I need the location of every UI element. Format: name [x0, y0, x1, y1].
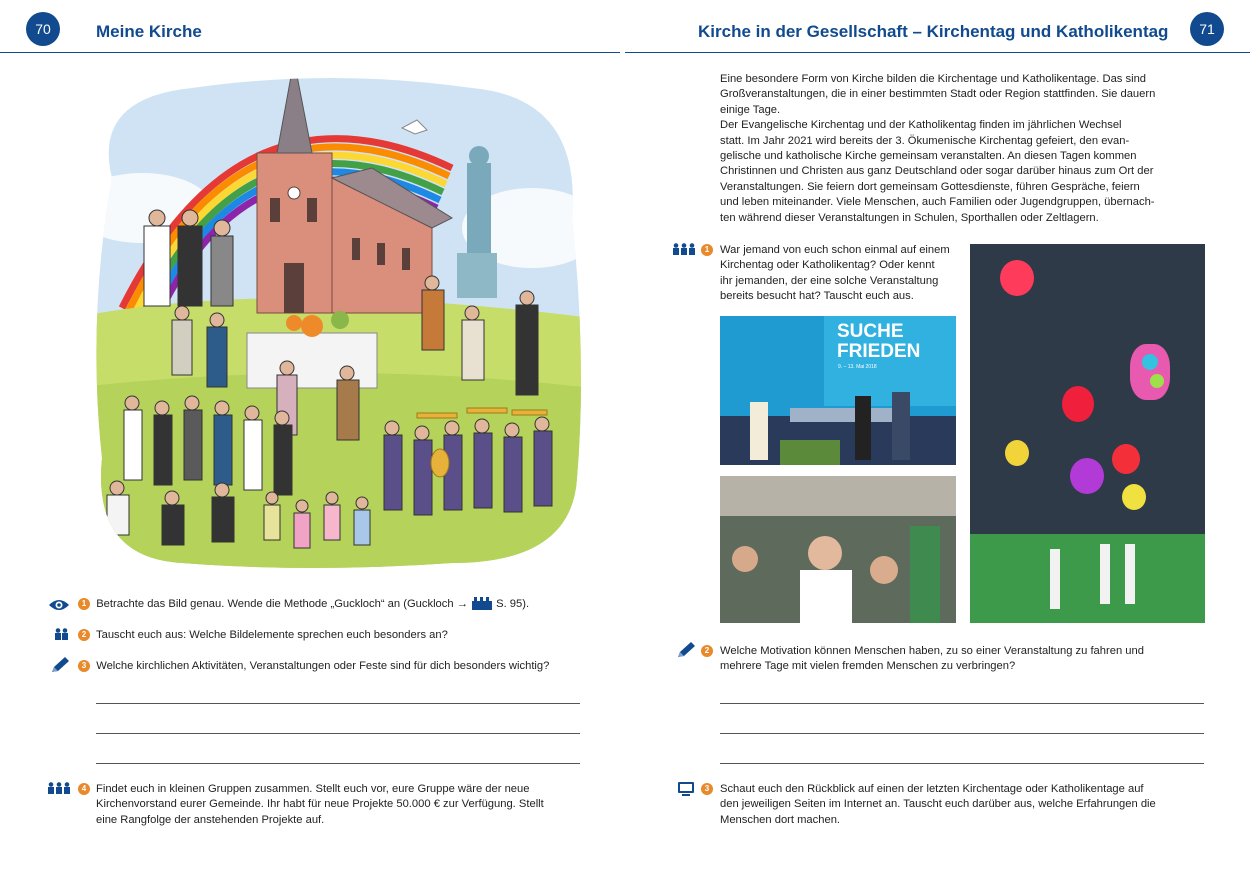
task-number-badge: 3	[701, 783, 713, 795]
left-task-1-text: Betrachte das Bild genau. Wende die Methode „Guckloch“ an (Guckloch →	[96, 598, 468, 610]
right-task-3-line: Schaut euch den Rückblick auf einen der letzten Kirchentage oder Katholikentage auf	[720, 783, 1144, 795]
crowd-background	[720, 476, 956, 516]
left-task-1-ref: S. 95).	[496, 598, 530, 610]
page-title-right: Kirche in der Gesellschaft – Kirchentag und Katholikentag	[698, 22, 1169, 41]
stadium-field	[970, 534, 1205, 623]
intro-line: Der Evangelische Kirchentag und der Katholikentag finden im jährlichen Wechsel	[720, 119, 1122, 132]
person	[1100, 544, 1110, 604]
task-number-badge: 4	[78, 783, 90, 795]
writing-line[interactable]	[720, 763, 1204, 764]
writing-line[interactable]	[720, 733, 1204, 734]
intro-line: statt. Im Jahr 2021 wird bereits der 3. Ökumenische Kirchentag gefeiert, den evan-	[720, 134, 1130, 147]
page-title-left: Meine Kirche	[96, 22, 202, 41]
photo-stage	[720, 316, 956, 465]
right-task-3-line: Menschen dort machen.	[720, 813, 841, 826]
intro-text	[720, 72, 1210, 226]
right-task-2-line: Welche Motivation können Menschen haben, zu so einer Veranstaltung zu fahren und	[720, 645, 1144, 657]
green-shirt	[910, 526, 940, 623]
page-number-left-text: 70	[35, 21, 51, 37]
balloon	[1142, 354, 1158, 370]
left-task-3	[78, 659, 598, 674]
face	[870, 556, 898, 584]
left-task-4	[96, 782, 596, 828]
computer-icon	[677, 781, 695, 797]
task-number-badge: 3	[78, 660, 90, 672]
right-task-2-line: mehrere Tage mit vielen fremden Menschen zu verbringen?	[720, 660, 1016, 673]
page-number-left	[26, 12, 60, 46]
intro-line: und leben miteinander. Viele Menschen, auch Familien oder Jugendgruppen, übernach-	[720, 196, 1155, 209]
left-task-4-line: eine Rangfolge der anstehenden Projekte auf.	[96, 813, 325, 826]
right-task-2	[720, 644, 1210, 675]
face	[732, 546, 758, 572]
page-number-right	[1190, 12, 1224, 46]
left-task-4-line: Kirchenvorstand eurer Gemeinde. Ihr habt für neue Projekte 50.000 € zur Verfügung. Stellt	[96, 798, 544, 811]
balloon	[1150, 374, 1164, 388]
right-task-3-number	[701, 782, 717, 797]
banner-title	[837, 322, 920, 362]
face	[808, 536, 842, 570]
balloon	[1070, 458, 1104, 494]
intro-line: einige Tage.	[720, 103, 781, 116]
left-task-2-text: Tauscht euch aus: Welche Bildelemente sprechen euch besonders an?	[96, 629, 448, 641]
right-task-1-number	[701, 243, 717, 258]
speaker-figure	[892, 392, 910, 460]
writing-line[interactable]	[720, 703, 1204, 704]
header-rule-right	[625, 52, 1250, 53]
intro-line: Veranstaltungen. Sie feiern dort gemeinsam Gottesdienste, führen Gespräche, feiern	[720, 180, 1140, 193]
group-icon	[47, 782, 71, 794]
task-number-badge: 1	[78, 598, 90, 610]
left-task-4-line: Findet euch in kleinen Gruppen zusammen. Stellt euch vor, eure Gruppe wäre der neue	[96, 783, 530, 795]
right-task-1-line: Kirchentag oder Katholikentag? Oder kennt	[720, 259, 935, 272]
priest-figure	[750, 402, 768, 460]
pencil-icon	[676, 641, 696, 659]
balloon	[1062, 386, 1094, 422]
balloon	[1112, 444, 1140, 474]
intro-line: Christinnen und Christen aus ganz Deutschland oder sogar darüber hinaus zum Ort der	[720, 165, 1154, 178]
right-task-1	[720, 243, 970, 305]
writing-line[interactable]	[96, 703, 580, 704]
right-task-1-line: bereits besucht hat? Tauscht euch aus.	[720, 290, 914, 303]
balloon	[1122, 484, 1146, 510]
flowers	[780, 440, 840, 465]
speaker-figure	[855, 396, 871, 460]
intro-line: ten während dieser Veranstaltungen in Schulen, Sporthallen oder Zeltlagern.	[720, 211, 1099, 224]
eye-icon	[48, 598, 70, 612]
left-task-2	[78, 628, 598, 643]
church-illustration	[72, 58, 592, 578]
left-task-4-number	[78, 782, 98, 797]
right-task-3	[720, 782, 1210, 828]
group-icon	[672, 243, 696, 255]
page-number-right-text: 71	[1199, 21, 1215, 37]
photo-stadium	[970, 244, 1205, 623]
balloon	[1005, 440, 1029, 466]
writing-line[interactable]	[96, 763, 580, 764]
left-task-1	[78, 597, 598, 612]
left-task-3-text: Welche kirchlichen Aktivitäten, Veranstaltungen oder Feste sind für dich besonders wichtig?	[96, 660, 550, 672]
balloon	[1000, 260, 1034, 296]
writing-line[interactable]	[96, 733, 580, 734]
right-task-1-line: ihr jemanden, der eine solche Veranstaltung	[720, 274, 939, 287]
header-rule-left	[0, 52, 620, 53]
pair-icon	[54, 628, 70, 640]
banner-date: 9. – 13. Mai 2018	[838, 364, 877, 370]
intro-line: gelische und katholische Kirche gemeinsam veranstalten. An diesen Tagen kommen	[720, 150, 1137, 163]
person	[1125, 544, 1135, 604]
balloon-cluster	[1130, 344, 1170, 400]
task-number-badge: 2	[701, 645, 713, 657]
banner-title-line: FRIEDEN	[837, 341, 921, 362]
shirt	[800, 570, 852, 623]
pencil-icon	[50, 656, 70, 674]
task-number-badge: 2	[78, 629, 90, 641]
right-task-1-line: War jemand von euch schon einmal auf einem	[720, 244, 950, 256]
photo-crowd	[720, 476, 956, 623]
task-number-badge: 1	[701, 244, 713, 256]
intro-line: Eine besondere Form von Kirche bilden die Kirchentage und Katholikentage. Das sind	[720, 73, 1147, 85]
right-task-2-number	[701, 644, 717, 659]
banner-title-line: SUCHE	[837, 321, 904, 342]
peephole-method-icon	[471, 597, 493, 611]
person	[1050, 549, 1060, 609]
intro-line: Großveranstaltungen, die in einer bestimmten Stadt oder Region stattfinden. Sie dauern	[720, 88, 1156, 101]
right-task-3-line: den jeweiligen Seiten im Internet an. Tauscht euch darüber aus, welche Erfahrungen die	[720, 798, 1156, 811]
